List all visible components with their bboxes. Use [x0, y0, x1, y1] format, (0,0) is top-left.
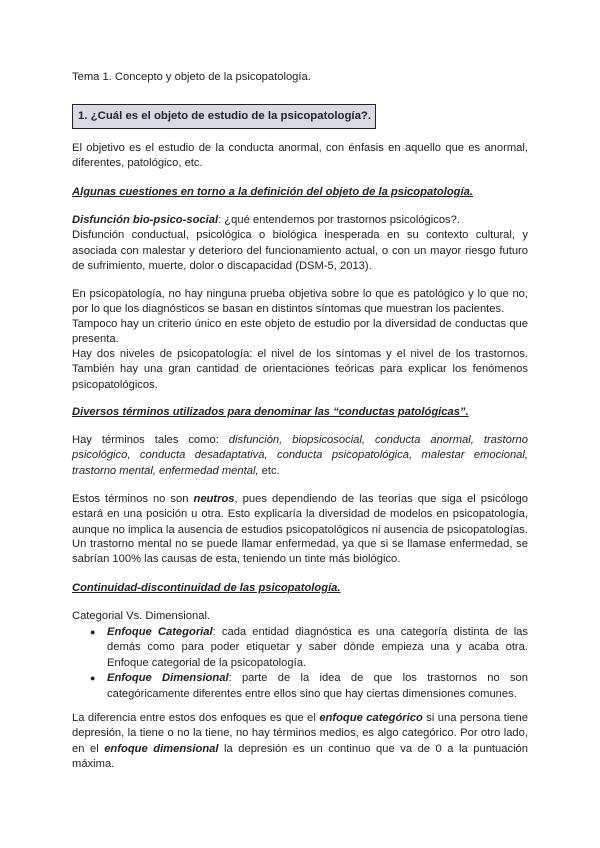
paragraph-diferencia [72, 711, 528, 773]
paragraph-prueba: En psicopatología, no hay ninguna prueba objetiva sobre lo que es patológico y lo que no, por lo que los diagnósticos se basan en distintos síntomas que muestran los pacientes. [72, 288, 528, 316]
document-title: Tema 1. Concepto y objeto de la psicopatología. [72, 71, 311, 83]
term-neutros: neutros [193, 493, 235, 505]
heading-terminos: Diversos términos utilizados para denominar las “conductas patológicas”. [72, 406, 469, 418]
heading-definicion: Algunas cuestiones en torno a la definición del objeto de la psicopatología. [72, 186, 473, 198]
list-item [72, 671, 528, 702]
paragraph-neutros [72, 492, 528, 538]
neutros-after: , pues dependiendo de las teorías que siga el psicólogo estará en una posición u otra. Esto explicaría la diversidad de modelos en psicopatología, aunque no implica la ausencia de estudios psicopatológicos ni ausencia de psicopatologías. [72, 493, 528, 536]
term-enfoque-dimensional-2: enfoque dimensional [104, 742, 219, 755]
paragraph-objetivo: El objetivo es el estudio de la conducta anormal, con énfasis en aquello que es anormal, diferentes, patológico, etc. [72, 142, 528, 170]
enfoque-categorial-text: : cada entidad diagnóstica es una categoría distinta de las demás como para poder etiquetar y saber dónde empieza una y acaba otra. Enfoque categorial de la psicopatología. [107, 626, 528, 669]
paragraph-disfuncion [72, 213, 528, 275]
enfoque-dimensional-text: : parte de la idea de que los trastornos no son categóricamente diferentes entre ellos sino que hay ciertas dimensiones comunes. [107, 672, 528, 700]
disfuncion-definition: Disfunción conductual, psicológica o biológica inesperada en su contexto cultural, y asociada con malestar y deterioro del funcionamiento actual, o con un mayor riesgo futuro de sufrimiento, muerte, dolor o discapacidad (DSM-5, 2013). [72, 229, 528, 273]
disfuncion-question: : ¿qué entendemos por trastornos psicológicos?. [218, 214, 460, 226]
heading-continuidad: Continuidad-discontinuidad de las psicopatología. [72, 582, 341, 594]
terminos-end: etc. [258, 464, 280, 477]
section-title-box: 1. ¿Cuál es el objeto de estudio de la psicopatología?. [72, 104, 376, 129]
term-enfoque-categorico: enfoque categórico [319, 712, 423, 724]
paragraph-criterio: Tampoco hay un criterio único en este objeto de estudio por la diversidad de conductas que presenta. [72, 318, 528, 346]
terminos-list: disfunción, biopsicosocial, conducta anormal, trastorno psicológico, conducta desadaptativa, conducta psicopatológica, malestar emocional, trastorno mental, enfermedad mental, [72, 434, 528, 477]
terminos-intro: Hay términos tales como: [72, 434, 229, 446]
term-enfoque-dimensional: Enfoque Dimensional [107, 672, 229, 685]
list-item [72, 625, 528, 671]
diferencia-text-1: La diferencia entre estos dos enfoques es que el [72, 712, 320, 724]
term-enfoque-categorial: Enfoque Categorial [107, 626, 213, 638]
paragraph-niveles: Hay dos niveles de psicopatología: el nivel de los síntomas y el nivel de los trastornos. También hay una gran cantidad de orientaciones teóricas para explicar los fenómenos psicopatológicos. [72, 348, 528, 391]
term-disfuncion: Disfunción bio-psico-social [72, 214, 219, 226]
categorial-vs-label: Categorial Vs. Dimensional. [72, 610, 211, 622]
diferencia-text-3: la depresión es un continuo que va de 0 a la puntuación máxima. [72, 742, 528, 771]
paragraph-terminos [72, 433, 528, 479]
neutros-before: Estos términos no son [72, 493, 194, 505]
diferencia-text-2: si una persona tiene depresión, la tiene o no la tiene, no hay términos medios, es algo categórico. Por otro lado, en el [72, 712, 528, 755]
paragraph-trastorno: Un trastorno mental no se puede llamar enfermedad, ya que si se llamase enfermedad, se sabrían 100% las causas de esta, teniendo un tinte más biológico. [72, 538, 528, 566]
enfoques-list [72, 625, 528, 702]
